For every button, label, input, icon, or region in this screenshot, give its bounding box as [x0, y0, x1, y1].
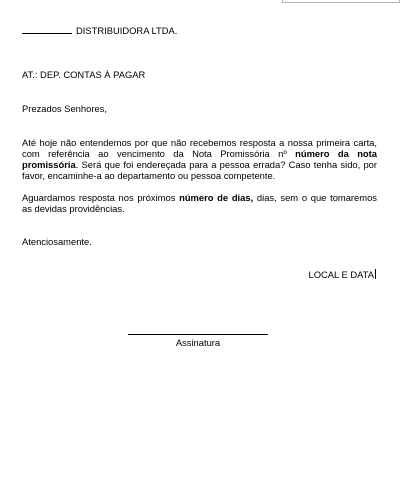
local-data-field[interactable]	[282, 0, 400, 3]
text-cursor	[375, 269, 376, 279]
recipient-company: DISTRIBUIDORA LTDA.	[76, 25, 178, 36]
signature-line	[128, 334, 268, 335]
paragraph-2-text-a: Aguardamos resposta nos próximos	[22, 192, 180, 203]
place-date-text: LOCAL E DATA	[308, 269, 374, 280]
greeting: Prezados Senhores,	[22, 103, 107, 114]
paragraph-1-text-a: Até hoje não entendemos por que não recebemos resposta a nossa primeira carta, com referência ao vencimento da Nota Promissória nº	[22, 137, 377, 159]
closing: Atenciosamente.	[22, 236, 92, 247]
paragraph-1-bold: número da nota promissória	[22, 148, 377, 170]
place-date	[309, 269, 376, 280]
paragraph-1	[22, 137, 377, 181]
paragraph-2-bold: número de dias,	[179, 192, 254, 203]
attention-line: AT.: DEP. CONTAS À PAGAR	[22, 69, 146, 80]
local-data-field-text	[289, 0, 323, 1]
signature-label: Assinatura	[175, 337, 221, 348]
paragraph-2-text-b: dias, sem o que tomaremos as devidas providências.	[22, 192, 377, 214]
paragraph-2	[22, 192, 377, 214]
paragraph-1-text-b: . Será que foi endereçada para a pessoa errada? Caso tenha sido, por favor, encaminhe-a ao departamento ou pessoa competente.	[22, 159, 377, 181]
recipient-line	[22, 25, 177, 36]
recipient-blank	[22, 25, 72, 34]
